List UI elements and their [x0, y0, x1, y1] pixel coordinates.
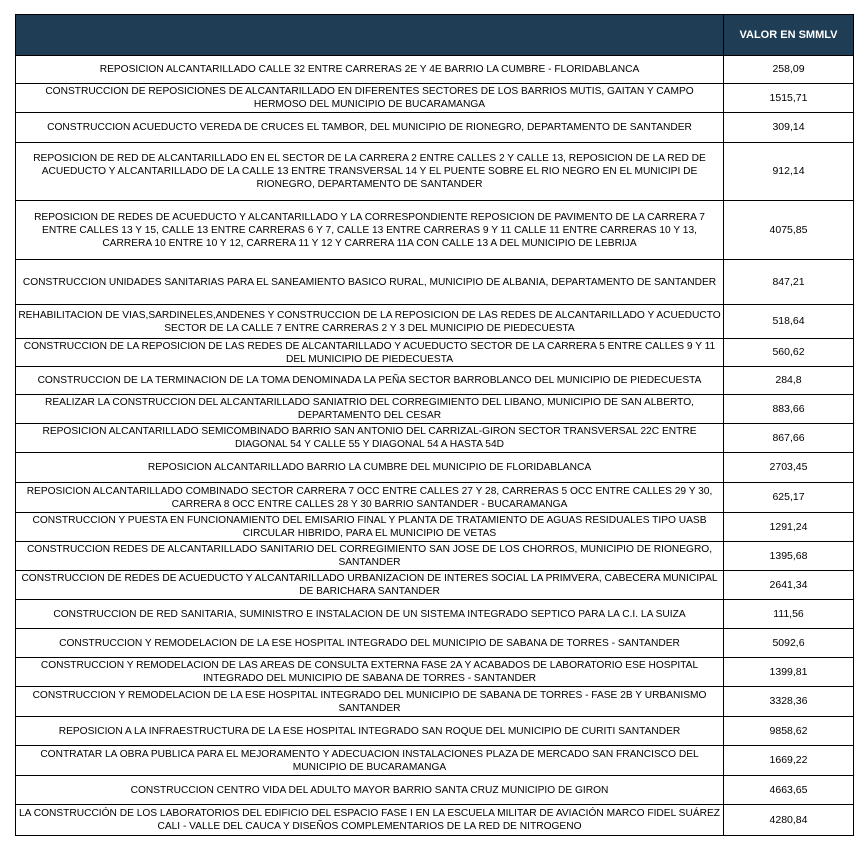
- project-description: REPOSICION ALCANTARILLADO BARRIO LA CUMBRE DEL MUNICIPIO DE FLORIDABLANCA: [16, 453, 724, 483]
- project-description: CONSTRUCCION DE REDES DE ACUEDUCTO Y ALCANTARILLADO URBANIZACION DE INTERES SOCIAL LA PRIMVERA, CABECERA MUNICIPAL DE BARICHARA SANTANDER: [16, 571, 724, 600]
- table-row: [16, 201, 854, 260]
- project-value: 1515,71: [724, 84, 854, 113]
- project-value: 1395,68: [724, 542, 854, 571]
- project-value: 883,66: [724, 395, 854, 424]
- project-description: CONSTRUCCION ACUEDUCTO VEREDA DE CRUCES EL TAMBOR, DEL MUNICIPIO DE RIONEGRO, DEPARTAMENTO DE SANTANDER: [16, 113, 724, 143]
- project-description: REPOSICION A LA INFRAESTRUCTURA DE LA ESE HOSPITAL INTEGRADO SAN ROQUE DEL MUNICIPIO DE CURITI SANTANDER: [16, 717, 724, 746]
- project-value: 284,8: [724, 367, 854, 395]
- project-value: 1669,22: [724, 746, 854, 776]
- project-value: 1291,24: [724, 513, 854, 542]
- table-row: [16, 717, 854, 746]
- project-description: CONTRATAR LA OBRA PUBLICA PARA EL MEJORAMENTO Y ADECUACION INSTALACIONES PLAZA DE MERCADO SAN FRANCISCO DEL MUNICIPIO DE BUCARAMANGA: [16, 746, 724, 776]
- table-row: [16, 571, 854, 600]
- project-description: REPOSICION ALCANTARILLADO CALLE 32 ENTRE CARRERAS 2E Y 4E BARRIO LA CUMBRE - FLORIDABLANCA: [16, 56, 724, 84]
- project-description: CONSTRUCCION REDES DE ALCANTARILLADO SANITARIO DEL CORREGIMIENTO SAN JOSE DE LOS CHORROS, MUNICIPIO DE RIONEGRO, SANTANDER: [16, 542, 724, 571]
- project-value: 111,56: [724, 600, 854, 629]
- project-description: REHABILITACION DE VIAS,SARDINELES,ANDENES Y CONSTRUCCION DE LA REPOSICION DE LAS REDES DE ALCANTARILLADO Y ACUEDUCTO SECTOR DE LA CALLE 7 ENTRE CARRERAS 2 Y 3 DEL MUNICIPIO DE PIEDECUESTA: [16, 305, 724, 339]
- table-row: [16, 746, 854, 776]
- project-description: CONSTRUCCION Y PUESTA EN FUNCIONAMIENTO DEL EMISARIO FINAL Y PLANTA DE TRATAMIENTO DE AGUAS RESIDUALES TIPO UASB CIRCULAR HIBRIDO, PARA EL MUNICIPIO DE VETAS: [16, 513, 724, 542]
- project-description: CONSTRUCCION DE LA REPOSICION DE LAS REDES DE ALCANTARILLADO Y ACUEDUCTO SECTOR DE LA CARRERA 5 ENTRE CALLES 9 Y 11 DEL MUNICIPIO DE PIEDECUESTA: [16, 339, 724, 367]
- project-description: LA CONSTRUCCIÓN DE LOS LABORATORIOS DEL EDIFICIO DEL ESPACIO FASE I EN LA ESCUELA MILITAR DE AVIACIÓN MARCO FIDEL SUÁREZ CALI - VALLE DEL CAUCA Y DISEÑOS COMPLEMENTARIOS DE LA RED DE NITROGENO: [16, 805, 724, 836]
- table-row: [16, 776, 854, 805]
- project-description: REPOSICION ALCANTARILLADO SEMICOMBINADO BARRIO SAN ANTONIO DEL CARRIZAL-GIRON SECTOR TRANSVERSAL 22C ENTRE DIAGONAL 54 Y CALLE 55 Y DIAGONAL 54 A HASTA 54D: [16, 424, 724, 453]
- table-row: [16, 395, 854, 424]
- project-description: REPOSICION DE RED DE ALCANTARILLADO EN EL SECTOR DE LA CARRERA 2 ENTRE CALLES 2 Y CALLE 13, REPOSICION DE LA RED DE ACUEDUCTO Y ALCANTARILLADO DE LA CALLE 13 ENTRE TRANSVERSAL 14 Y EL PUENTE SOBRE EL RIO NEGRO EN EL MUNICIPI DE RIONEGRO, DEPARTAMENTO DE SANTANDER: [16, 143, 724, 201]
- project-description: REPOSICION DE REDES DE ACUEDUCTO Y ALCANTARILLADO Y LA CORRESPONDIENTE REPOSICION DE PAVIMENTO DE LA CARRERA 7 ENTRE CALLES 13 Y 15, CALLE 13 ENTRE CARRERAS 6 Y 7, CALLE 13 ENTRE CARRERAS 9 Y 11 CALLE 11 ENTRE CARRERAS 10 Y 13, CARRERA 10 ENTRE 10 Y 12, CARRERA 11 Y 12 Y CARRERA 11A CON CALLE 13 A DEL MUNICIPIO DE LEBRIJA: [16, 201, 724, 260]
- table-row: [16, 600, 854, 629]
- table-header-row: [16, 15, 854, 56]
- table-row: [16, 84, 854, 113]
- table-row: [16, 453, 854, 483]
- table-row: [16, 658, 854, 687]
- project-value: 847,21: [724, 260, 854, 305]
- project-value: 309,14: [724, 113, 854, 143]
- table-row: [16, 687, 854, 717]
- project-value: 5092,6: [724, 629, 854, 658]
- project-value: 518,64: [724, 305, 854, 339]
- project-value: 2703,45: [724, 453, 854, 483]
- projects-table: [15, 14, 854, 836]
- project-value: 9858,62: [724, 717, 854, 746]
- project-description: CONSTRUCCION DE LA TERMINACION DE LA TOMA DENOMINADA LA PEÑA SECTOR BARROBLANCO DEL MUNICIPIO DE PIEDECUESTA: [16, 367, 724, 395]
- project-description: CONSTRUCCION DE REPOSICIONES DE ALCANTARILLADO EN DIFERENTES SECTORES DE LOS BARRIOS MUTIS, GAITAN Y CAMPO HERMOSO DEL MUNICIPIO DE BUCARAMANGA: [16, 84, 724, 113]
- project-value: 625,17: [724, 483, 854, 513]
- project-value: 867,66: [724, 424, 854, 453]
- table-row: [16, 629, 854, 658]
- project-description: CONSTRUCCION CENTRO VIDA DEL ADULTO MAYOR BARRIO SANTA CRUZ MUNICIPIO DE GIRON: [16, 776, 724, 805]
- table-row: [16, 56, 854, 84]
- project-value: 258,09: [724, 56, 854, 84]
- project-description: CONSTRUCCION DE RED SANITARIA, SUMINISTRO E INSTALACION DE UN SISTEMA INTEGRADO SEPTICO PARA LA C.I. LA SUIZA: [16, 600, 724, 629]
- table-row: [16, 143, 854, 201]
- project-description: CONSTRUCCION Y REMODELACION DE LAS AREAS DE CONSULTA EXTERNA FASE 2A Y ACABADOS DE LABORATORIO ESE HOSPITAL INTEGRADO DEL MUNICIPIO DE SABANA DE TORRES - SANTANDER: [16, 658, 724, 687]
- project-value: 4663,65: [724, 776, 854, 805]
- project-description: REPOSICION ALCANTARILLADO COMBINADO SECTOR CARRERA 7 OCC ENTRE CALLES 27 Y 28, CARRERAS 5 OCC ENTRE CALLES 29 Y 30, CARRERA 8 OCC ENTRE CALLES 28 Y 30 BARRIO SANTANDER - BUCARAMANGA: [16, 483, 724, 513]
- project-value: 560,62: [724, 339, 854, 367]
- description-column-header: [16, 15, 724, 56]
- project-description: REALIZAR LA CONSTRUCCION DEL ALCANTARILLADO SANIATRIO DEL CORREGIMIENTO DEL LIBANO, MUNICIPIO DE SAN ALBERTO, DEPARTAMENTO DEL CESAR: [16, 395, 724, 424]
- project-value: 912,14: [724, 143, 854, 201]
- value-column-header: VALOR EN SMMLV: [724, 15, 854, 56]
- table-row: [16, 542, 854, 571]
- table-row: [16, 260, 854, 305]
- table-row: [16, 805, 854, 836]
- project-description: CONSTRUCCION Y REMODELACION DE LA ESE HOSPITAL INTEGRADO DEL MUNICIPIO DE SABANA DE TORRES - FASE 2B Y URBANISMO SANTANDER: [16, 687, 724, 717]
- project-value: 4075,85: [724, 201, 854, 260]
- project-value: 1399,81: [724, 658, 854, 687]
- project-value: 2641,34: [724, 571, 854, 600]
- table-row: [16, 424, 854, 453]
- project-value: 4280,84: [724, 805, 854, 836]
- project-description: CONSTRUCCION UNIDADES SANITARIAS PARA EL SANEAMIENTO BASICO RURAL, MUNICIPIO DE ALBANIA, DEPARTAMENTO DE SANTANDER: [16, 260, 724, 305]
- table-row: [16, 483, 854, 513]
- table-row: [16, 113, 854, 143]
- project-description: CONSTRUCCION Y REMODELACION DE LA ESE HOSPITAL INTEGRADO DEL MUNICIPIO DE SABANA DE TORRES - SANTANDER: [16, 629, 724, 658]
- table-row: [16, 339, 854, 367]
- table-row: [16, 367, 854, 395]
- table-row: [16, 513, 854, 542]
- project-value: 3328,36: [724, 687, 854, 717]
- table-row: [16, 305, 854, 339]
